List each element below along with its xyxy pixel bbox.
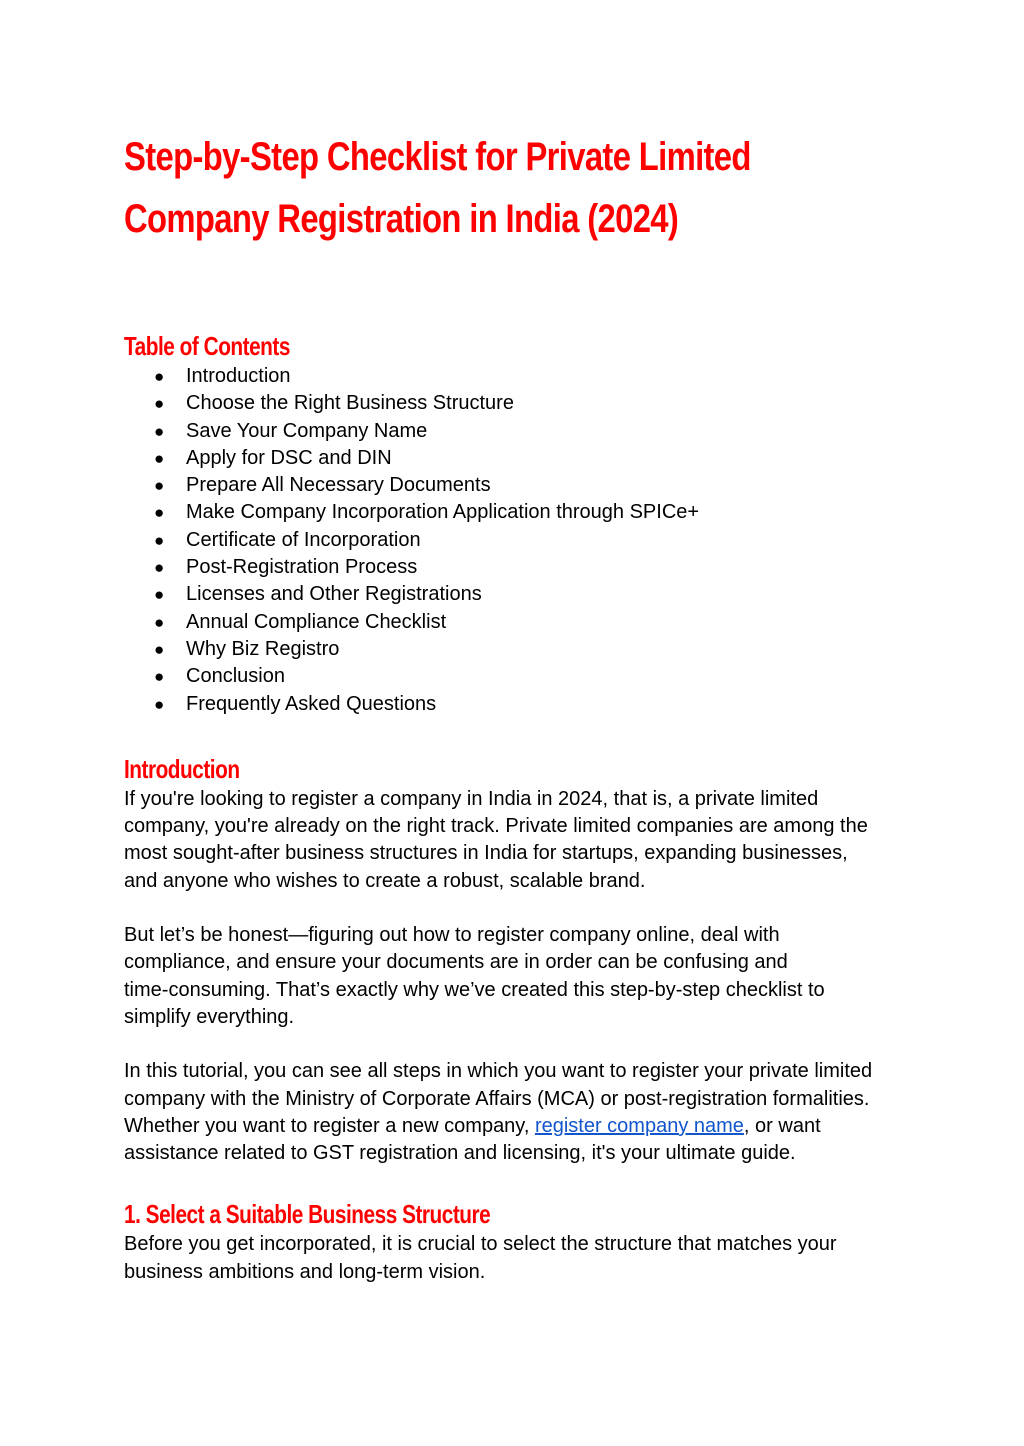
bullet-icon: ● [154, 394, 165, 414]
text-line: and anyone who wishes to create a robust, scalable brand. [124, 869, 646, 892]
toc-item-label: Post-Registration Process [186, 556, 418, 579]
title-line-2: Company Registration in India (2024) [124, 197, 679, 241]
text-line: Before you get incorporated, it is crucial to select the structure that matches your [124, 1233, 837, 1256]
bullet-icon: ● [154, 585, 165, 605]
intro-paragraph-1 [124, 786, 914, 895]
text-line: , or want [743, 1114, 821, 1137]
toc-item-label: Conclusion [186, 665, 285, 688]
title-line-1: Step-by-Step Checklist for Private Limited [124, 135, 751, 179]
text-line: most sought-after business structures in India for startups, expanding businesses, [124, 842, 848, 865]
toc-item-label: Save Your Company Name [186, 419, 428, 442]
toc-item [124, 472, 914, 499]
text-line: But let’s be honest—figuring out how to register company online, deal with [124, 924, 780, 947]
text-line: business ambitions and long-term vision. [124, 1260, 486, 1283]
intro-paragraph-3 [124, 1058, 914, 1167]
toc-item-label: Frequently Asked Questions [186, 692, 437, 715]
register-company-name-link[interactable]: register company name [534, 1114, 744, 1137]
toc-list [124, 363, 914, 718]
text-line: assistance related to GST registration and licensing, it's your ultimate guide. [124, 1142, 796, 1165]
toc-item-label: Certificate of Incorporation [186, 528, 421, 551]
document-page [124, 126, 914, 1286]
toc-item-label: Annual Compliance Checklist [186, 610, 447, 633]
document-title [124, 126, 914, 250]
bullet-icon: ● [154, 530, 165, 550]
toc-item-label: Prepare All Necessary Documents [186, 474, 491, 497]
toc-item [124, 663, 914, 690]
bullet-icon: ● [154, 694, 165, 714]
bullet-icon: ● [154, 503, 165, 523]
text-line: If you're looking to register a company in India in 2024, that is, a private limited [124, 787, 819, 810]
text-line: company, you're already on the right track. Private limited companies are among the [124, 815, 868, 838]
toc-heading: Table of Contents [124, 331, 290, 361]
toc-item [124, 554, 914, 581]
toc-item [124, 691, 914, 718]
toc-item [124, 609, 914, 636]
intro-paragraph-2 [124, 922, 914, 1031]
toc-item-label: Introduction [186, 365, 291, 387]
text-line: compliance, and ensure your documents are in order can be confusing and [124, 951, 788, 974]
introduction-heading: Introduction [124, 753, 240, 784]
section-1-heading: 1. Select a Suitable Business Structure [124, 1199, 491, 1230]
bullet-icon: ● [154, 448, 165, 468]
section-1-paragraph [124, 1231, 914, 1286]
bullet-icon: ● [154, 421, 165, 441]
text-line: company with the Ministry of Corporate Affairs (MCA) or post-registration formalities. [124, 1087, 870, 1110]
toc-item [124, 499, 914, 526]
toc-item [124, 418, 914, 445]
bullet-icon: ● [154, 476, 165, 496]
toc-item-label: Why Biz Registro [186, 637, 340, 660]
toc-item [124, 581, 914, 608]
text-line: In this tutorial, you can see all steps in which you want to register your private limited [124, 1060, 873, 1083]
text-line: simplify everything. [124, 1005, 295, 1028]
toc-item [124, 363, 914, 390]
toc-item-label: Choose the Right Business Structure [186, 392, 514, 415]
toc-item-label: Apply for DSC and DIN [186, 446, 392, 469]
toc-item [124, 390, 914, 417]
toc-item-label: Licenses and Other Registrations [186, 583, 482, 606]
toc-item [124, 445, 914, 472]
text-line: Whether you want to register a new company, [124, 1114, 535, 1137]
toc-item-label: Make Company Incorporation Application through SPICe+ [186, 501, 700, 524]
bullet-icon: ● [154, 667, 165, 687]
text-line: time-consuming. That’s exactly why we’ve created this step-by-step checklist to [124, 978, 825, 1001]
toc-item [124, 636, 914, 663]
toc-item [124, 527, 914, 554]
bullet-icon: ● [154, 639, 165, 659]
bullet-icon: ● [154, 612, 165, 632]
bullet-icon: ● [154, 367, 165, 386]
bullet-icon: ● [154, 558, 165, 578]
